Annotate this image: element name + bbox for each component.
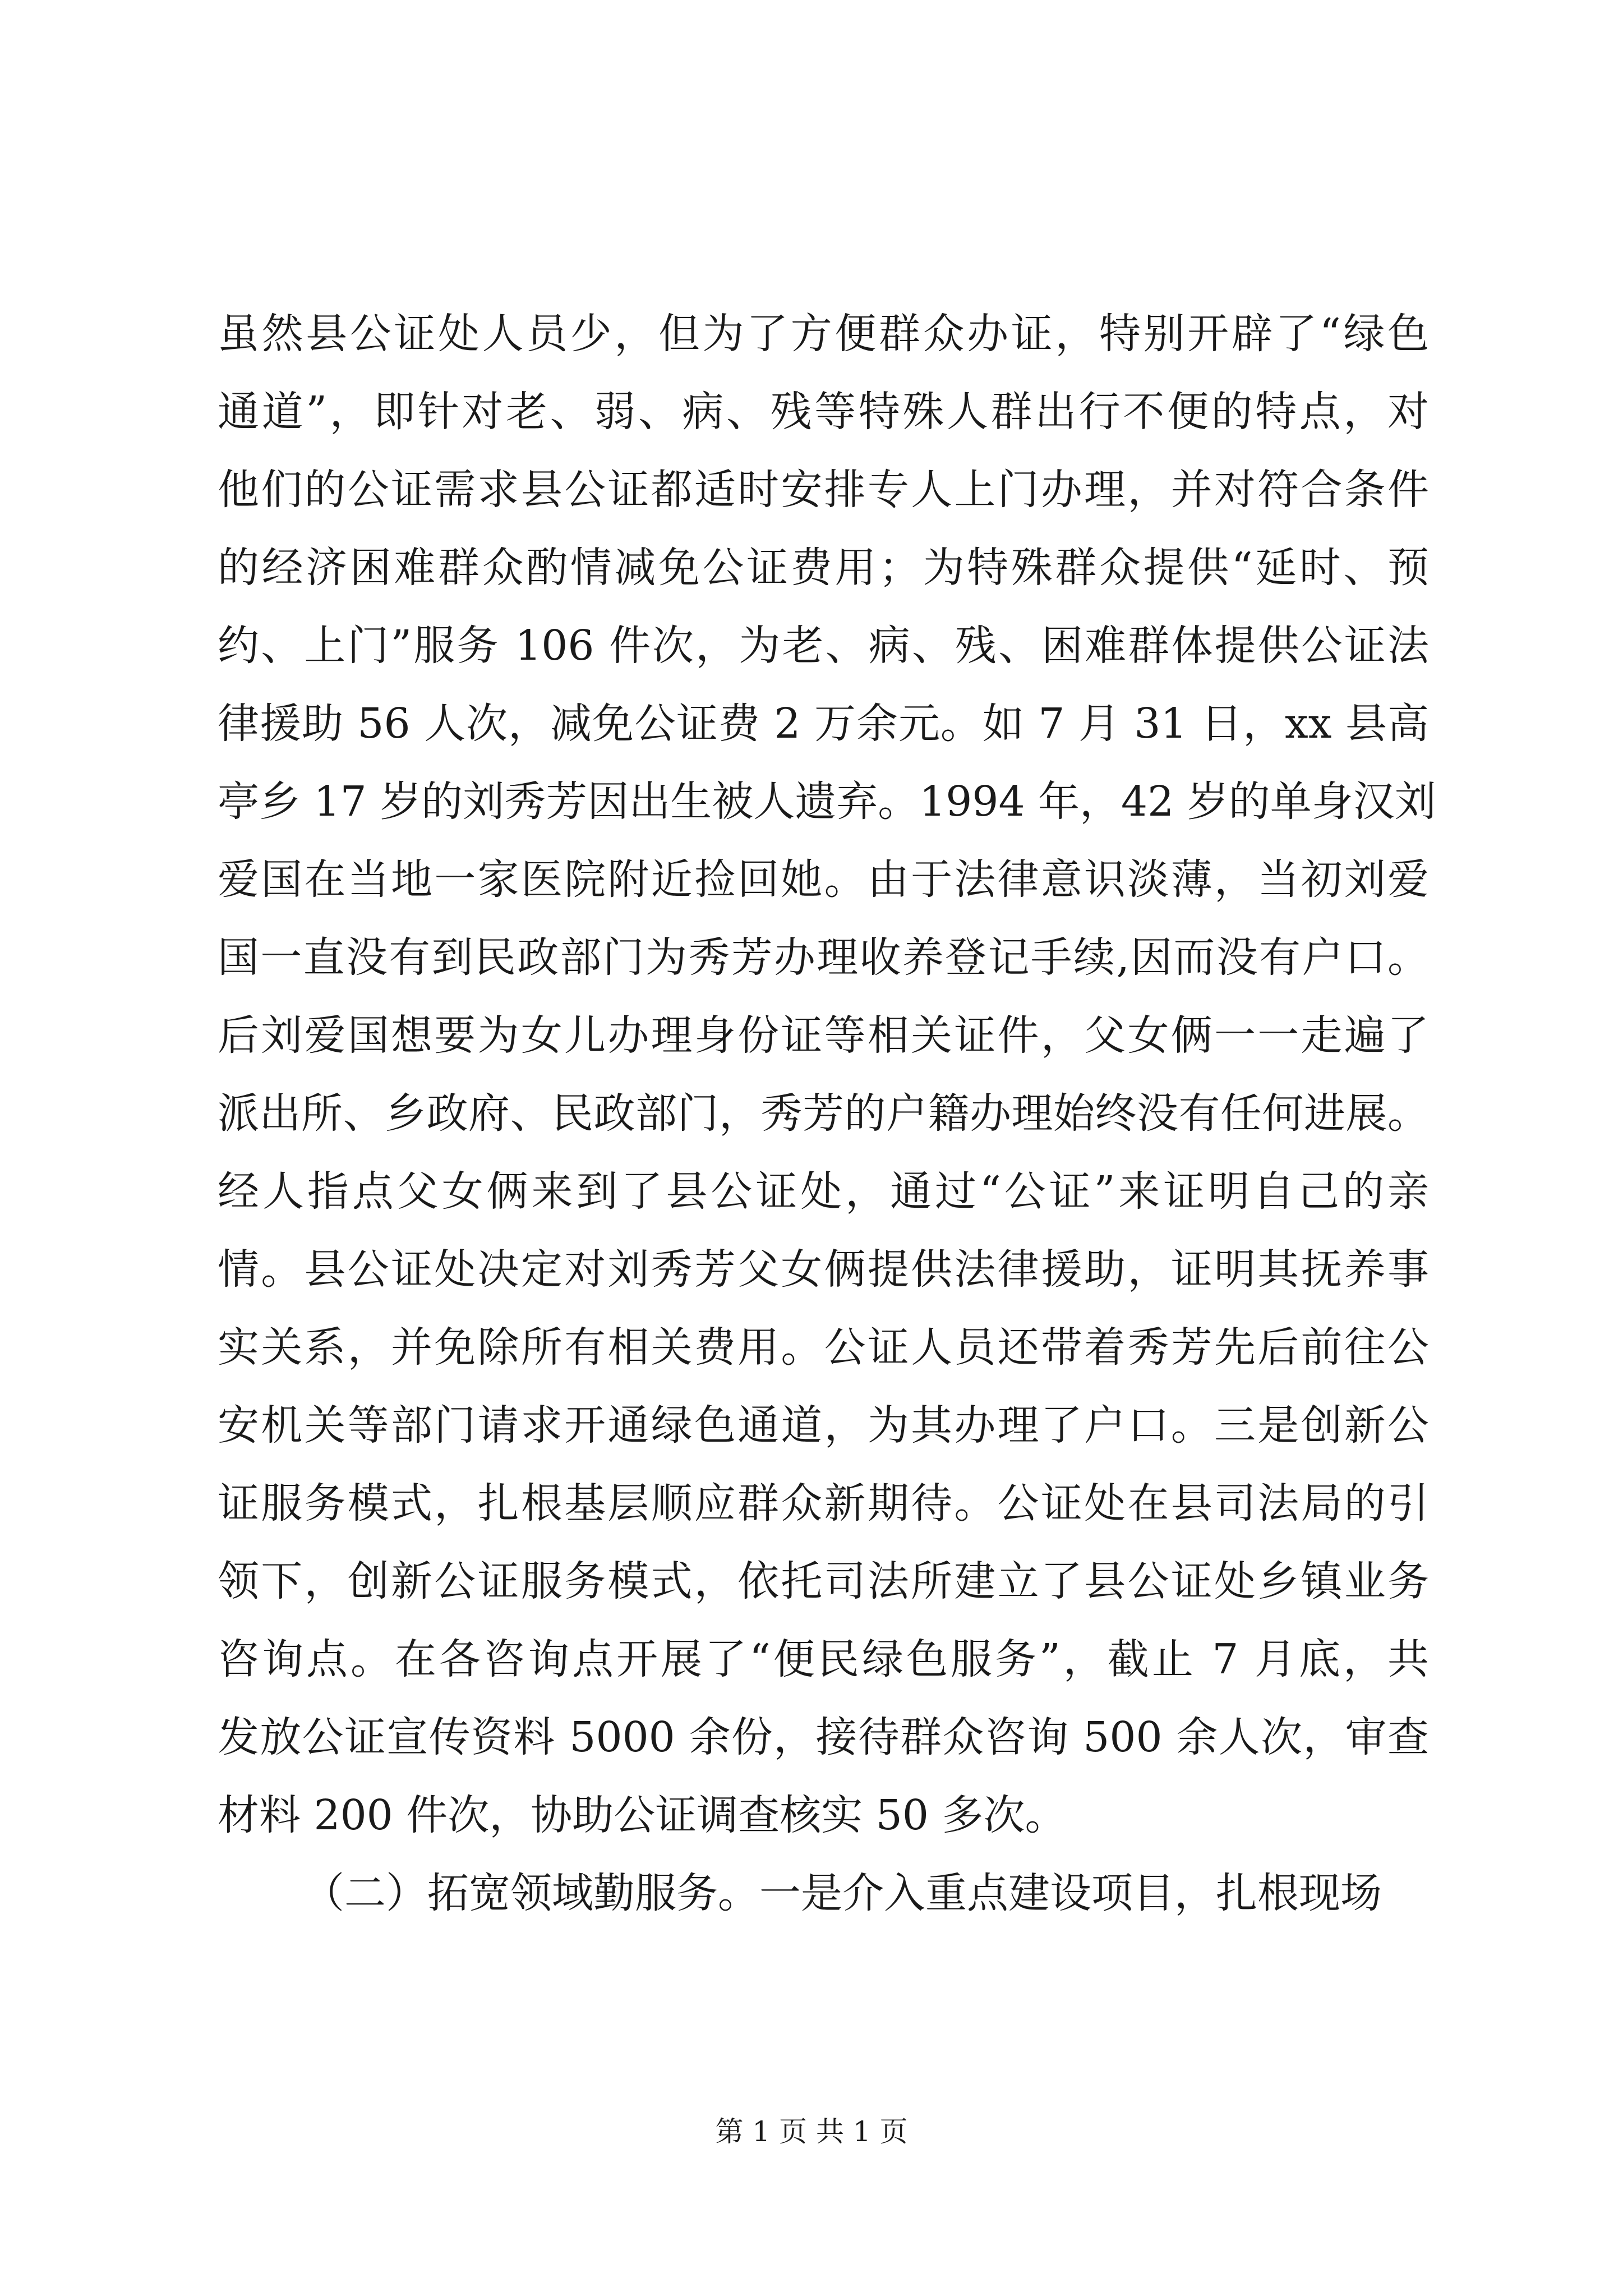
text-line-16: 证服务模式，扎根基层顺应群众新期待。公证处在县司法局的引 (218, 1479, 1429, 1527)
text-line-12: 经人指点父女俩来到了县公证处，通过“公证”来证明自己的亲 (218, 1167, 1429, 1216)
text-line-7: 亭乡 17 岁的刘秀芳因出生被人遗弃。1994 年，42 岁的单身汉刘 (218, 777, 1436, 826)
text-line-15: 安机关等部门请求开通绿色通道，为其办理了户口。三是创新公 (218, 1401, 1429, 1450)
text-line-1: 虽然县公证处人员少，但为了方便群众办证，特别开辟了“绿色 (218, 310, 1429, 358)
text-line-17: 领下，创新公证服务模式，依托司法所建立了县公证处乡镇业务 (218, 1557, 1429, 1605)
text-line-13: 情。县公证处决定对刘秀芳父女俩提供法律援助，证明其抚养事 (218, 1245, 1429, 1294)
text-line-14: 实关系，并免除所有相关费用。公证人员还带着秀芳先后前往公 (218, 1323, 1429, 1372)
text-line-6: 律援助 56 人次，减免公证费 2 万余元。如 7 月 31 日，xx 县高 (218, 700, 1429, 748)
text-line-5: 约、上门”服务 106 件次，为老、病、残、困难群体提供公证法 (218, 622, 1429, 670)
text-line-8: 爱国在当地一家医院附近捡回她。由于法律意识淡薄，当初刘爱 (218, 855, 1429, 904)
text-line-4: 的经济困难群众酌情减免公证费用；为特殊群众提供“延时、预 (218, 544, 1429, 592)
text-line-3: 他们的公证需求县公证都适时安排专人上门办理，并对符合条件 (218, 466, 1429, 514)
page-footer: 第 1 页 共 1 页 (715, 2115, 908, 2148)
text-line-11: 派出所、乡政府、民政部门，秀芳的户籍办理始终没有任何进展。 (218, 1089, 1429, 1138)
text-line-20: 材料 200 件次，协助公证调查核实 50 多次。 (218, 1791, 1067, 1839)
text-line-2: 通道”，即针对老、弱、病、残等特殊人群出行不便的特点，对 (218, 388, 1429, 436)
text-line-19: 发放公证宣传资料 5000 余份，接待群众咨询 500 余人次，审查 (218, 1713, 1429, 1761)
text-line-9: 国一直没有到民政部门为秀芳办理收养登记手续,因而没有户口。 (218, 933, 1429, 982)
text-line-18: 咨询点。在各咨询点开展了“便民绿色服务”，截止 7 月底，共 (218, 1635, 1429, 1683)
document-body (218, 295, 1436, 1932)
text-line-10: 后刘爱国想要为女儿办理身份证等相关证件，父女俩一一走遍了 (218, 1011, 1429, 1060)
text-line-21: （二）拓宽领域勤服务。一是介入重点建设项目，扎根现场 (303, 1869, 1382, 1917)
